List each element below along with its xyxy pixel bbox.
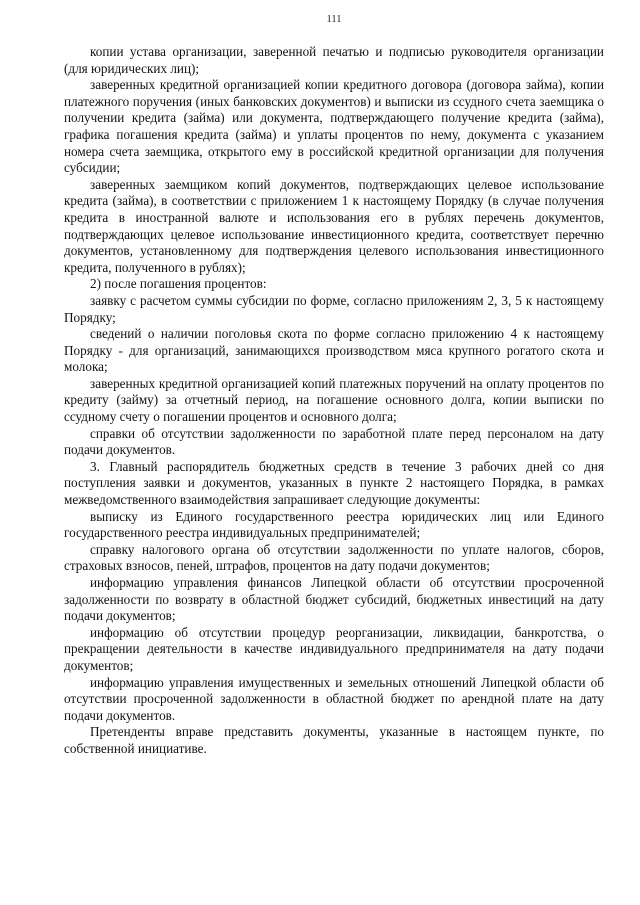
paragraph: копии устава организации, заверенной печатью и подписью руководителя организации (для юридических лиц); — [64, 44, 604, 76]
paragraph: заверенных кредитной организацией копий платежных поручений на оплату процентов по кредиту (займу) за отчетный период, на погашение основного долга, копии выписки по ссудному счету о погашении процентов и основного долга; — [64, 375, 604, 425]
paragraph: заверенных заемщиком копий документов, подтверждающих целевое использование кредита (займа), в соответствии с приложением 1 к настоящему Порядку (в случае получения кредита в иностранной валюте и использования его в рублях перечень документов, подтверждающих целевое использование инвестиционного кредита, соответствует перечню документов, установленному для подтверждения целевого использования инвестиционного кредита, полученного в рублях); — [64, 176, 604, 275]
paragraph: информацию управления финансов Липецкой области об отсутствии просроченной задолженности по возврату в областной бюджет субсидий, бюджетных инвестиций на дату подачи документов; — [64, 575, 604, 624]
paragraph: справки об отсутствии задолженности по заработной плате перед персоналом на дату подачи документов. — [64, 425, 604, 458]
paragraph: информацию об отсутствии процедур реорганизации, ликвидации, банкротства, о прекращении деятельности в качестве индивидуального предпринимателя на дату подачи документов; — [64, 624, 604, 673]
page-number: 111 — [326, 14, 342, 25]
document-body — [64, 44, 604, 758]
paragraph: справку налогового органа об отсутствии задолженности по уплате налогов, сборов, страховых взносов, пеней, штрафов, процентов на дату подачи документов; — [64, 541, 604, 574]
paragraph: 3. Главный распорядитель бюджетных средств в течение 3 рабочих дней со дня поступления заявки и документов, указанных в пункте 2 настоящего Порядка, в рамках межведомственного взаимодействия запрашивает следующие документы: — [64, 458, 604, 508]
paragraph: информацию управления имущественных и земельных отношений Липецкой области об отсутствии просроченной задолженности в областной бюджет по арендной плате на дату подачи документов. — [64, 674, 604, 723]
paragraph: выписку из Единого государственного реестра юридических лиц или Единого государственного реестра индивидуальных предпринимателей; — [64, 508, 604, 541]
paragraph: сведений о наличии поголовья скота по форме согласно приложению 4 к настоящему Порядку - для организаций, занимающихся производством мяса крупного рогатого скота и молока; — [64, 326, 604, 375]
paragraph: заверенных кредитной организацией копии кредитного договора (договора займа), копии платежного поручения (иных банковских документов) и выписки из ссудного счета заемщика о получении кредита (займа) или документа, подтверждающего получение кредита (займа), графика погашения кредита (займа) и уплаты процентов по нему, документа с указанием номера счета заемщика, открытого ему в российской кредитной организации для получения субсидии; — [64, 77, 604, 176]
paragraph: Претенденты вправе представить документы, указанные в настоящем пункте, по собственной инициативе. — [64, 724, 604, 756]
paragraph: 2) после погашения процентов: — [90, 276, 267, 292]
paragraph: заявку с расчетом суммы субсидии по форме, согласно приложениям 2, 3, 5 к настоящему Порядку; — [64, 292, 604, 325]
